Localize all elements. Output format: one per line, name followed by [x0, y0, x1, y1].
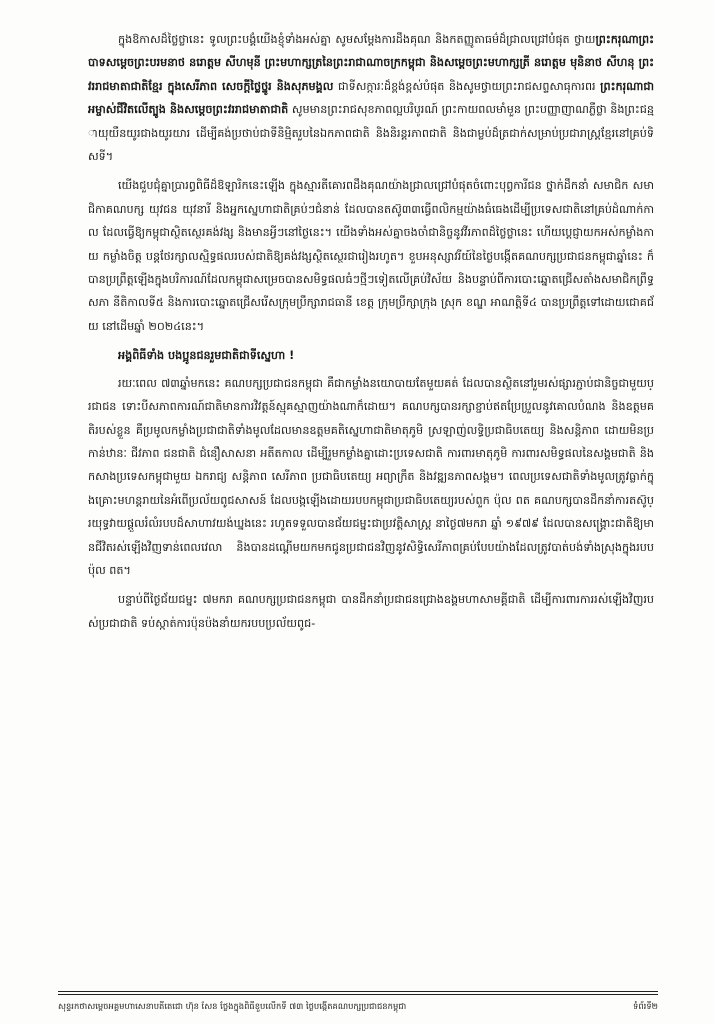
- paragraph-party-history: រយៈពេល ៧៣ឆ្នាំមកនេះ គណបក្សប្រជាជនកម្ពុជា គឺជាកម្លាំងនយោបាយតែមួយគត់ ដែលបានស្ថិតនៅរួមរស់ផ្សារភ្ជាប់ជានិច្ចជាមួយប្រជាជន ទោះបីសភាពការណ៍ជាតិមានការវិវត្ដន៍ស្មុគស្មាញយ៉ាងណាក៏ដោយ។ គណបក្សបានរក្សាខ្ជាប់ឥតប្រែប្រួលនូវគោលបំណង និងឧត្ដមគតិរបស់ខ្លួន គឺប្រមូលកម្លាំងប្រជាជាតិទាំងមូលដែលមានឧត្ដមគតិស្នេហាជាតិមាតុភូមិ ស្រឡាញ់លទ្ធិប្រជាធិបតេយ្យ និងសន្តិភាព ដោយមិនប្រកាន់ឋានៈ ជីវភាព ជនជាតិ ជំនឿសាសនា អតីតកាល ដើម្បីរួមកម្លាំងគ្នាដោះប្រទេសជាតិ ការពារមាតុភូមិ ការពារសមិទ្ធផលនៃសង្គមជាតិ និងកសាងប្រទេសកម្ពុជាមួយ ឯករាជ្យ សន្តិភាព សេរីភាព ប្រជាធិបតេយ្យ អព្យាក្រឹត និងវឌ្ឍនភាពសង្គម។ ពេលប្រទេសជាតិទាំងមូលត្រូវធ្លាក់ក្នុងគ្រោះមហន្តរាយនៃអំពើប្រល័យពូជសាសន៍ ដែលបង្កឡើងដោយរបបកម្ពុជាប្រជាធិបតេយ្យរបស់ពួក ប៉ុល ពត គណបក្សបានដឹកនាំការតស៊ូប្រយុទ្ធវាយផ្ដួលរំលំរបបដ៏សាហាវយង់ឃ្នងនេះ រហូតទទួលបានជ័យជម្នះជាប្រវត្តិសាស្ត្រ នាថ្ងៃ៧មករា ឆ្នាំ ១៩៧៩ ដែលបានសង្គ្រោះជាតិឱ្យមានជីវិតរស់ឡើងវិញទាន់ពេលវេលា និងបានដណ្ដើមយកមកជូនប្រជាជនវិញនូវសិទ្ធិសេរីភាពគ្រប់បែបយ៉ាងដែលត្រូវបាត់បង់ទាំងស្រុងក្នុងរបប ប៉ុល ពត។: [88, 376, 654, 577]
- paragraph-gratitude: [88, 28, 654, 168]
- paragraph-gratitude-intro: ក្នុងឱកាសដ៏ថ្លៃថ្លានេះ ទូលព្រះបង្គំយើងខ្ញុំទាំងអស់គ្នា សូមសម្ដែងការដឹងគុណ និងកតញ្ញូតាធម៌ដ៏ជ្រាលជ្រៅបំផុត ថ្វាយ: [118, 33, 596, 46]
- paragraph-after-victory: បន្ទាប់ពីថ្ងៃជ័យជម្នះ ៧មករា គណបក្សប្រជាជនកម្ពុជា បានដឹកនាំប្រជាជនជ្រោងឧង្គមហាសាមគ្គីជាតិ ដើម្បីការពារការរស់ឡើងវិញរបស់ប្រជាជាតិ ទប់ស្កាត់ការប៉ុនប៉ងនាំយករបបប្រល័យពូជ-: [88, 593, 654, 630]
- paragraph-commemoration: យើងជួបជុំគ្នាប្រារព្ធពិធីដ៏ឱឡារិកនេះឡើង ក្នុងស្មារតីគោរពដឹងគុណយ៉ាងជ្រាលជ្រៅបំផុតចំពោះបុព្វការីជន ថ្នាក់ដឹកនាំ សមាជិក សមាជិកាគណបក្ស យុវជន យុវនារី និងអ្នកស្នេហាជាតិគ្រប់ៗជំនាន់ ដែលបានតស៊ូ៣៣ធ្វើពលិកម្មយ៉ាងធំធេងដើម្បីប្រទេសជាតិនៅគ្រប់ដំណាក់កាល ដែលធ្វើឱ្យកម្ពុជាស្ថិតស្ថេរគង់វង្ស និងមានអ្វីៗនៅថ្ងៃនេះ។ យើងទាំងអស់គ្នាចងចាំជានិច្ចនូវវីរភាពដ៏ថ្លៃថ្លានេះ ហើយប្ដេជ្ញាយកអស់កម្លាំងកាយ កម្លាំងចិត្ត បន្តថែរក្សាលស្មិទ្ធផលរបស់ជាតិឱ្យគង់វង្សស្ថិតស្ថេរជារៀងរហូត។ ខួបអនុស្សាវរីយ៍នៃថ្ងៃបង្កើតគណបក្សប្រជាជនកម្ពុជាឆ្នាំនេះ ក៏បានប្រព្រឹត្តឡើងក្នុងបរិការណ៍ដែលកម្ពុជាសម្រេចបានសមិទ្ធផលធំៗថ្មីៗទៀតលើគ្រប់វិស័យ និងបន្ទាប់ពីការបោះឆ្នោតជ្រើសតាំងសមាជិកព្រឹទ្ធសភា នីតិកាលទី៥ និងការបោះឆ្នោតជ្រើសរើសក្រុមប្រឹក្សារាជធានី ខេត្ត ក្រុមប្រឹក្សាក្រុង ស្រុក ខណ្ឌ អាណត្តិទី៤ បានប្រព្រឹត្តទៅដោយជោគជ័យ នៅដើមឆ្នាំ ២០២៤នេះ។: [88, 179, 654, 333]
- royal-titles-bold: ព្រះករុណាព្រះបាទសម្ដេចព្រះបរមនាថ នរោត្តម សីហមុនី ព្រះមហាក្សត្រនៃព្រះរាជាណាចក្រកម្ពុជា និងសម្ដេចព្រះមហាក្សត្រី នរោត្តម មុនិនាថ សីហនុ ព្រះវររាជមាតាជាតិខ្មែរ ក្នុងសេរីភាព សេចក្ដីថ្លៃថ្នូរ និងសុភមង្គល: [88, 33, 654, 93]
- page-footer: [58, 997, 658, 1015]
- footer-divider-thin: [58, 994, 658, 995]
- footer-speech-title: សុន្ទរកថាសម្ដេចអគ្គមហាសេនាបតីតេជោ ហ៊ុន សែន ថ្លែងក្នុងពិធីខួបលើកទី ៧៣ ថ្ងៃបង្កើតគណបក្សប្រជាជនកម្ពុជា: [58, 1001, 407, 1011]
- greeting-heading: អង្គពិធីទាំង បងប្អូនជនរួមជាតិជាទីស្នេហា !: [118, 349, 295, 363]
- paragraph-gratitude-end: សូមមានព្រះរាជសុខភាពល្អបរិបូរណ៍ ព្រះកាយពលមាំមួន ព្រះបញ្ញាញាណភ្លឺថ្លា និងព្រះជន្មាយុយឺនយូរជាងយូរយារ ដើម្បីគង់ប្រថាប់ជាទីនិម្មិតរួបនៃឯកភាពជាតិ និងនិរន្តរភាពជាតិ និងជាម្លប់ដ៏ត្រជាក់សម្រាប់ប្រជារាស្ត្រខ្មែរនៅគ្រប់ទិសទី។: [88, 103, 654, 164]
- footer-divider: [58, 991, 658, 992]
- royal-blessing-bold: ព្រះករុណាជាអម្ចាស់ជីវិតលើត្បូង និងសម្ដេចព្រះវររាជមាតាជាតិ: [88, 79, 655, 117]
- document-body: [88, 28, 654, 641]
- paragraph-gratitude-middle: ជាទីសក្ការៈដ៏ខ្ពង់ខ្ពស់បំផុត និងសូមថ្វាយព្រះរាជសព្ទសាធុការពរ: [333, 79, 601, 93]
- page-number: ទំព័រទី២: [633, 1001, 658, 1011]
